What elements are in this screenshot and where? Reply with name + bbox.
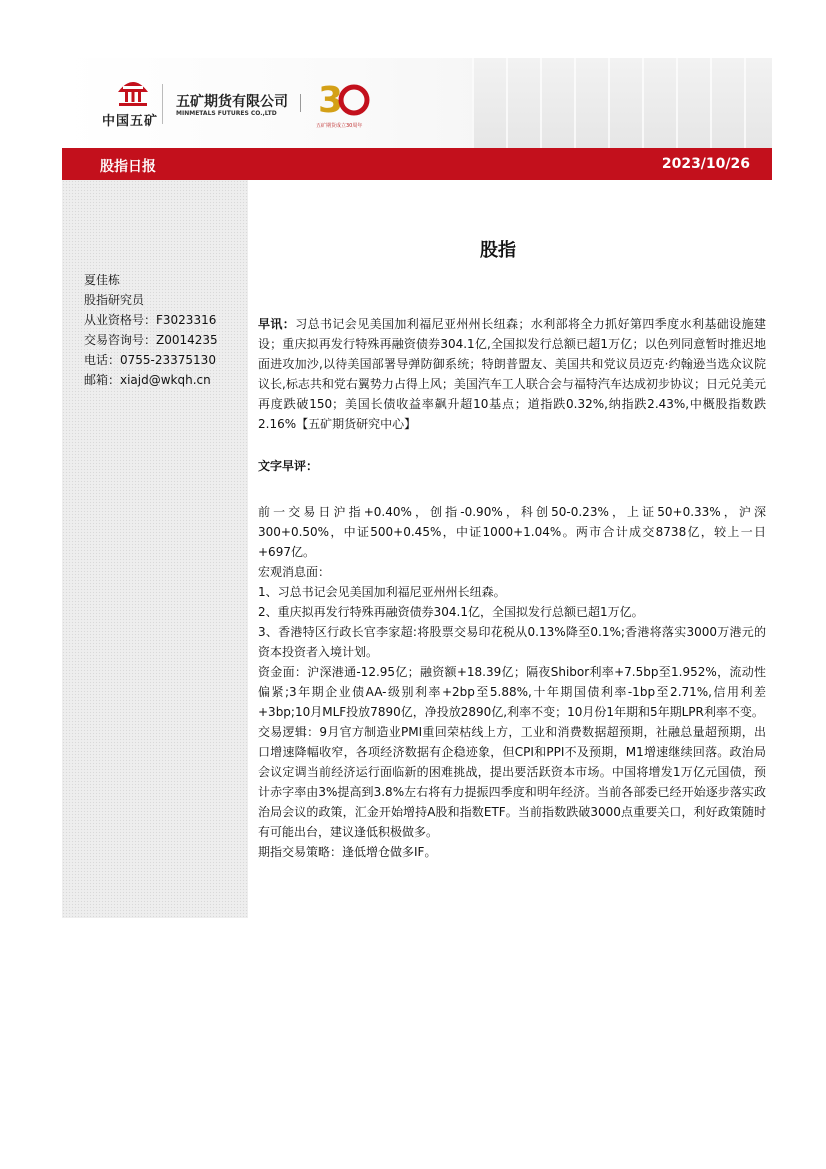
morning-brief [258,314,766,434]
minmetals-emblem-icon [114,74,152,108]
author-name: 夏佳栋 [84,273,121,287]
review-heading: 文字早评： [258,459,319,473]
trading-strategy: 期指交易策略：逢低增仓做多IF。 [258,845,437,859]
document-title: 股指 [480,240,516,261]
funding-paragraph: 资金面：沪深港通-12.95亿；融资额+18.39亿；隔夜Shibor利率+7.5bp至1.952%，流动性偏紧;3年期企业债AA-级别利率+2bp至5.88%,十年期国债利率-1bp至2.71%,信用利差+3bp;10月MLF投放7890亿，净投放2890亿,利率不变；10月份1年期和5年期LPR利率不变。 [258,665,766,719]
brief-text: 习总书记会见美国加利福尼亚州州长纽森；水利部将全力抓好第四季度水利基础设施建设；重庆拟再发行特殊再融资债券304.1亿,全国拟发行总额已超1万亿；以色列同意暂时推迟地面进攻加沙,以待美国部署导弹防御系统；特朗普盟友、美国共和党议员迈克·约翰逊当选众议院议长,标志共和党右翼势力占得上风；美国汽车工人联合会与福特汽车达成初步协议；日元兑美元再度跌破150；美国长债收益率飙升超10基点；道指跌0.32%,纳指跌2.43%,中概股指数跌2.16%【五矿期货研究中心】 [258,317,766,431]
company-name-cn: 五矿期货有限公司 [176,94,288,110]
logo-text: 中国五矿 [102,114,159,129]
author-phone: 电话：0755-23375130 [84,353,216,367]
page-header [62,58,772,148]
report-date: 2023/10/26 [661,156,750,172]
logo-divider [162,84,163,124]
brief-label: 早讯： [258,317,296,331]
market-summary: 前一交易日沪指+0.40%，创指-0.90%，科创50-0.23%，上证50+0.33%，沪深300+0.50%，中证500+0.45%，中证1000+1.04%。两市合计成交8738亿，较上一日+697亿。 [258,505,766,559]
svg-text:3: 3 [318,80,344,121]
report-body [258,314,766,862]
macro-item: 1、习总书记会见美国加利福尼亚州州长纽森。 [258,585,506,599]
macro-item: 2、重庆拟再发行特殊再融资债券304.1亿，全国拟发行总额已超1万亿。 [258,605,644,619]
author-consult-no: 交易咨询号：Z0014235 [84,333,218,347]
header-decoration [472,58,772,148]
author-role: 股指研究员 [84,293,145,307]
anniversary-30-icon [316,74,372,122]
company-name-en: MINMETALS FUTURES CO.,LTD [176,110,277,117]
macro-item: 3、香港特区行政长官李家超:将股票交易印花税从0.13%降至0.1%;香港将落实3000万港元的资本投资者入境计划。 [258,625,766,659]
author-qualification: 从业资格号：F3023316 [84,313,217,327]
author-sidebar [62,180,248,918]
author-email: 邮箱：xiajd@wkqh.cn [84,373,211,387]
report-type: 股指日报 [100,159,156,175]
company-separator [300,94,301,112]
author-info [84,270,218,390]
macro-heading: 宏观消息面： [258,565,331,579]
anniversary-caption: 五矿期货成立30周年 [316,123,363,129]
trading-logic-paragraph: 交易逻辑：9月官方制造业PMI重回荣枯线上方，工业和消费数据超预期，社融总量超预期，出口增速降幅收窄，各项经济数据有企稳迹象，但CPI和PPI不及预期，M1增速继续回落。政治局会议定调当前经济运行面临新的困难挑战，提出要活跃资本市场。中国将增发1万亿元国债，预计赤字率由3%提高到3.8%左右将有力提振四季度和明年经济。当前各部委已经开始逐步落实政治局会议的政策，汇金开始增持A股和指数ETF。当前指数跌破3000点重要关口，利好政策随时有可能出台，建议逢低积极做多。 [258,725,766,839]
report-banner [62,148,772,180]
